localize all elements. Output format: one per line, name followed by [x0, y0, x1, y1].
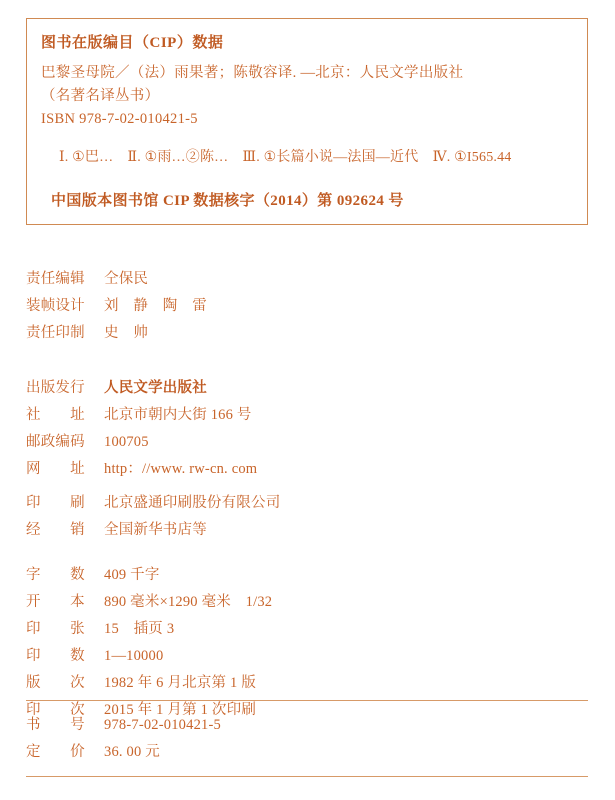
- staff-row: [26, 320, 588, 347]
- identifier-label: 书 号: [26, 717, 85, 733]
- publication-value: 北京市朝内大街 166 号: [104, 407, 252, 423]
- spec-value: 890 毫米×1290 毫米 1/32: [104, 594, 273, 610]
- publication-info: [26, 375, 588, 483]
- spec-value: 1982 年 6 月北京第 1 版: [104, 675, 257, 691]
- divider-bottom: [26, 776, 588, 777]
- spec-label: 印 次: [26, 702, 85, 718]
- spec-label: 印 张: [26, 621, 85, 637]
- printing-value: 全国新华书店等: [104, 522, 207, 538]
- publication-row: [26, 456, 588, 483]
- publication-label: 出版发行: [26, 380, 85, 396]
- spec-label: 开 本: [26, 594, 85, 610]
- printing-row: [26, 517, 588, 544]
- cip-title: 图书在版编目（CIP）数据: [41, 35, 224, 51]
- cip-line-2: （名著名译丛书）: [41, 88, 160, 104]
- spec-label: 字 数: [26, 567, 85, 583]
- spec-row: [26, 562, 588, 589]
- publication-label: 网 址: [26, 461, 85, 477]
- printing-value: 北京盛通印刷股份有限公司: [104, 495, 281, 511]
- isbn-value: 978-7-02-010421-5: [104, 717, 221, 733]
- staff-label: 责任编辑: [26, 271, 85, 287]
- spec-label: 版 次: [26, 675, 85, 691]
- staff-credits: [26, 266, 588, 347]
- spec-row: [26, 643, 588, 670]
- staff-value: 史 帅: [104, 325, 149, 341]
- cip-line-3: ISBN 978-7-02-010421-5: [41, 111, 198, 127]
- identifier-row: [26, 739, 588, 766]
- printing-row: [26, 490, 588, 517]
- identifier-row: [26, 712, 588, 739]
- spec-row: [26, 589, 588, 616]
- publication-row: [26, 375, 588, 402]
- identifier-info: [26, 712, 588, 766]
- publication-label: 邮政编码: [26, 434, 85, 450]
- cip-line-1: 巴黎圣母院／（法）雨果著；陈敬容译. —北京：人民文学出版社: [41, 65, 464, 81]
- staff-row: [26, 266, 588, 293]
- spec-label: 印 数: [26, 648, 85, 664]
- cip-data-box: [26, 18, 588, 225]
- publication-value: 100705: [104, 434, 149, 450]
- identifier-label: 定 价: [26, 744, 85, 760]
- spec-value: 15 插页 3: [104, 621, 175, 637]
- printing-label: 印 刷: [26, 495, 85, 511]
- spec-row: [26, 670, 588, 697]
- divider-top: [26, 700, 588, 701]
- printing-info: [26, 490, 588, 544]
- publication-row: [26, 402, 588, 429]
- printing-label: 经 销: [26, 522, 85, 538]
- staff-row: [26, 293, 588, 320]
- spec-value: 409 千字: [104, 567, 160, 583]
- spec-row: [26, 616, 588, 643]
- website-url: http：//www. rw-cn. com: [104, 461, 258, 477]
- staff-value: 仝保民: [104, 271, 149, 287]
- spec-value: 2015 年 1 月第 1 次印刷: [104, 702, 257, 718]
- price-value: 36. 00 元: [104, 744, 160, 760]
- staff-value: 刘 静 陶 雷: [104, 298, 207, 314]
- staff-label: 装帧设计: [26, 298, 85, 314]
- spec-value: 1—10000: [104, 648, 164, 664]
- publication-value: 人民文学出版社: [104, 380, 207, 396]
- staff-label: 责任印制: [26, 325, 85, 341]
- cip-classification: Ⅰ. ①巴… Ⅱ. ①雨…②陈… Ⅲ. ①长篇小说—法国—近代 Ⅳ. ①I565.44: [59, 150, 512, 165]
- cip-registration-number: 中国版本图书馆 CIP 数据核字（2014）第 092624 号: [51, 193, 404, 209]
- publication-label: 社 址: [26, 407, 85, 423]
- publication-row: [26, 429, 588, 456]
